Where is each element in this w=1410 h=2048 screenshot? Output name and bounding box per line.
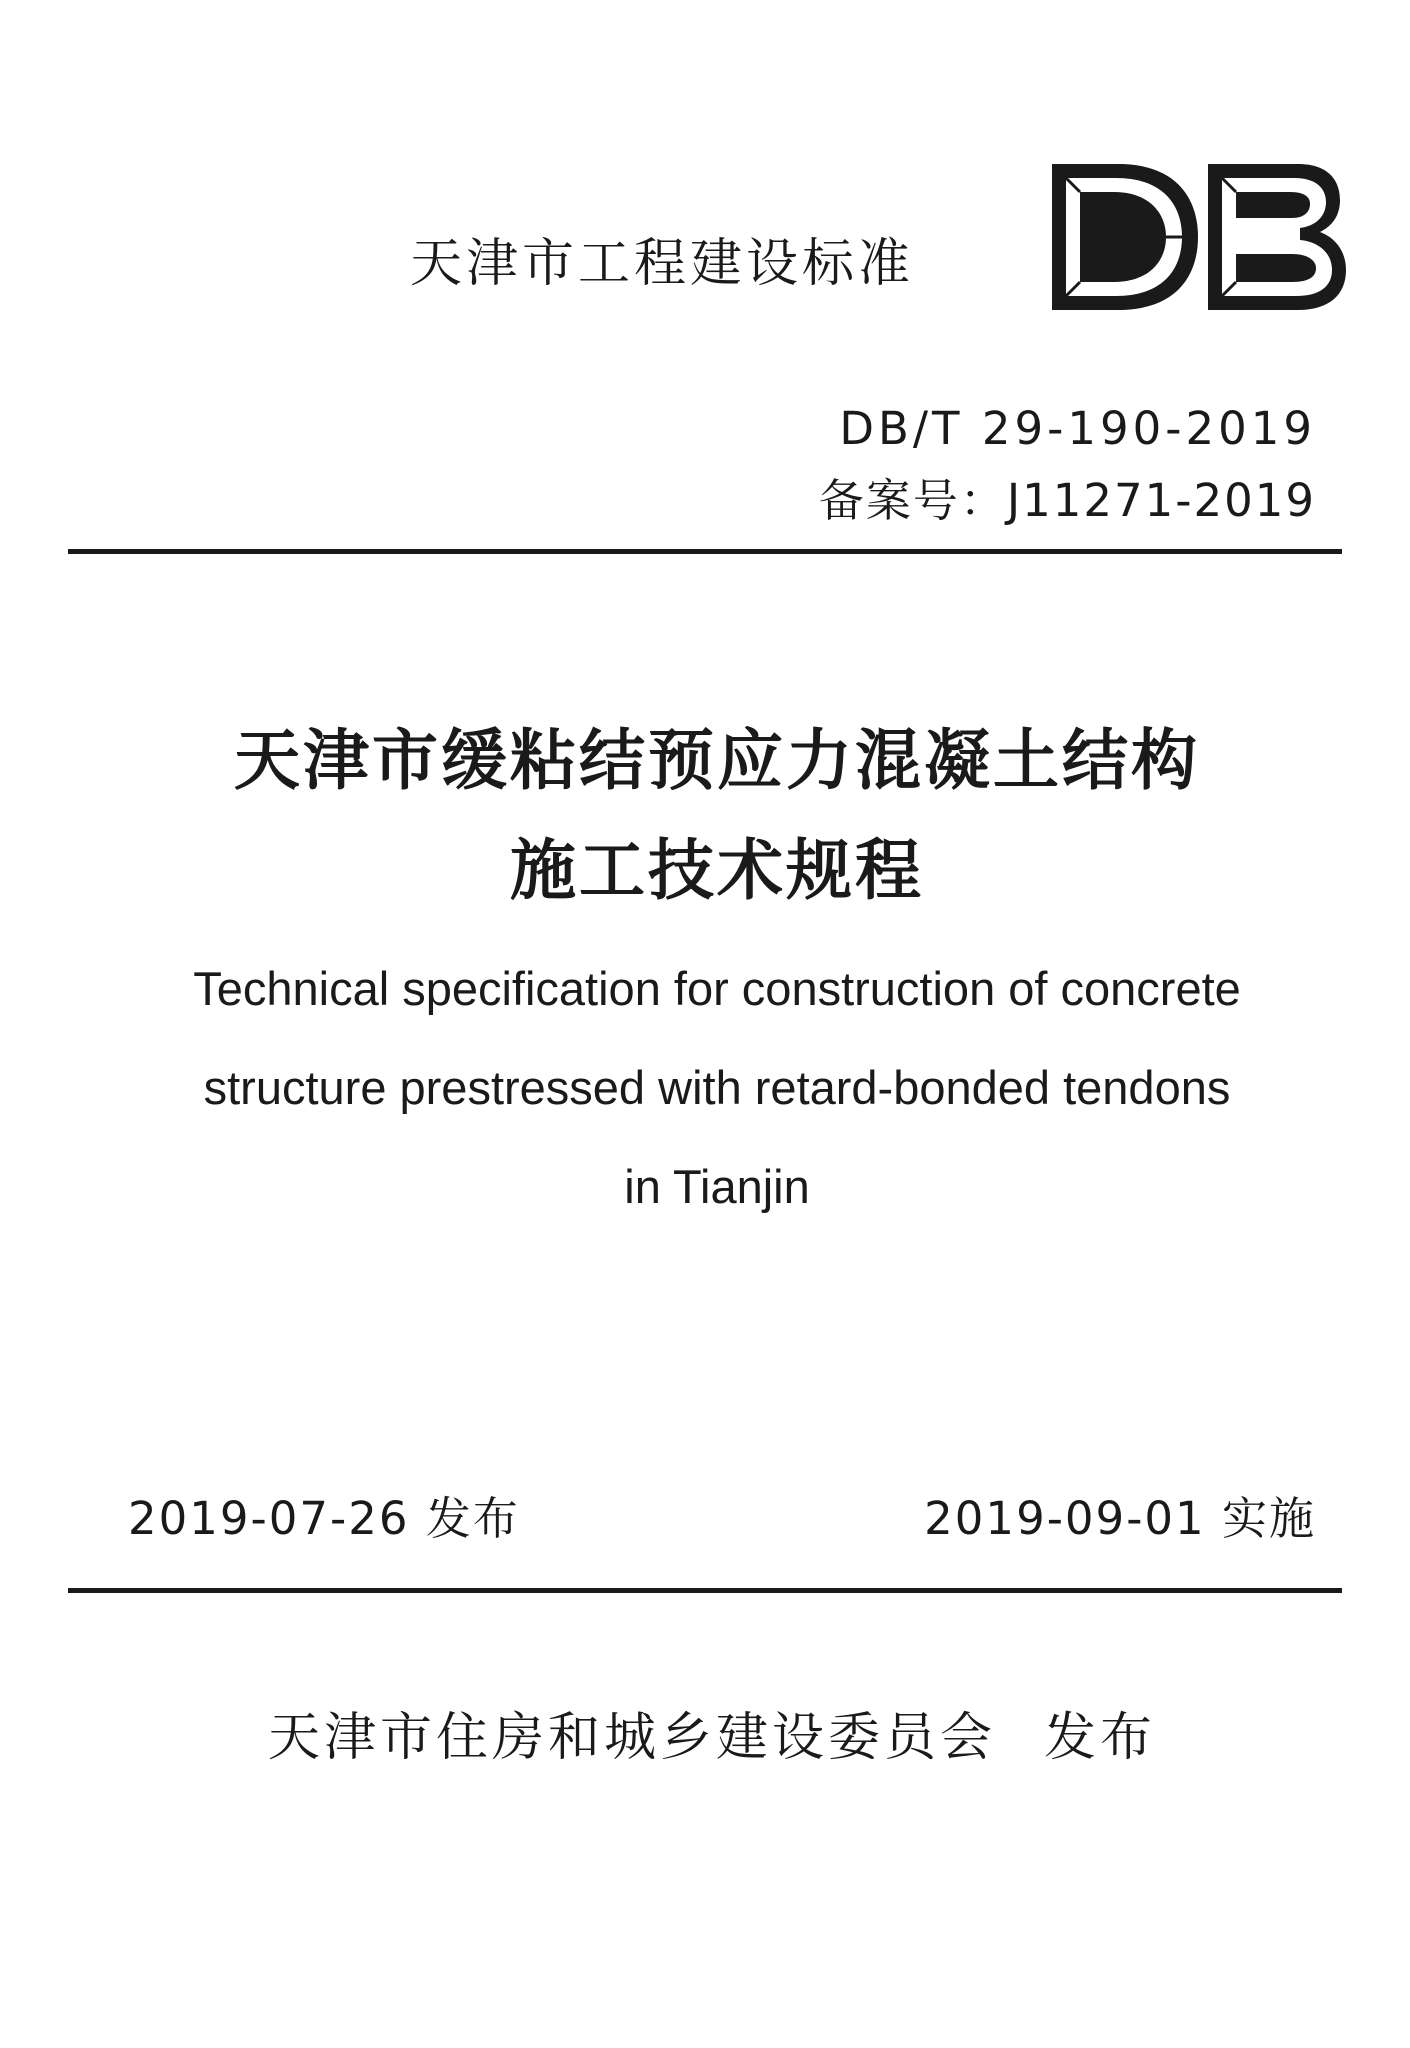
series-label: 天津市工程建设标准 xyxy=(410,234,915,294)
publisher-line xyxy=(268,1708,1157,1768)
title-english-line-2: structure prestressed with retard-bonded tendons xyxy=(203,1061,1231,1114)
publisher-name: 天津市住房和城乡建设委员会 xyxy=(268,1708,997,1768)
top-divider xyxy=(68,549,1342,554)
effective-date: 2019-09-01 实施 xyxy=(924,1492,1316,1545)
bottom-divider xyxy=(68,1588,1342,1593)
publisher-action: 发布 xyxy=(1044,1708,1157,1768)
db-logo xyxy=(1048,160,1348,314)
standard-number: DB/T 29-190-2019 xyxy=(839,402,1316,455)
title-english-line-1: Technical specification for construction of concrete xyxy=(193,962,1241,1015)
title-chinese-line-2: 施工技术规程 xyxy=(510,832,924,909)
record-number: 备案号：J11271-2019 xyxy=(818,474,1316,527)
title-chinese-line-1: 天津市缓粘结预应力混凝土结构 xyxy=(234,722,1200,799)
issue-date: 2019-07-26 发布 xyxy=(128,1492,520,1545)
title-english-line-3: in Tianjin xyxy=(624,1160,810,1213)
